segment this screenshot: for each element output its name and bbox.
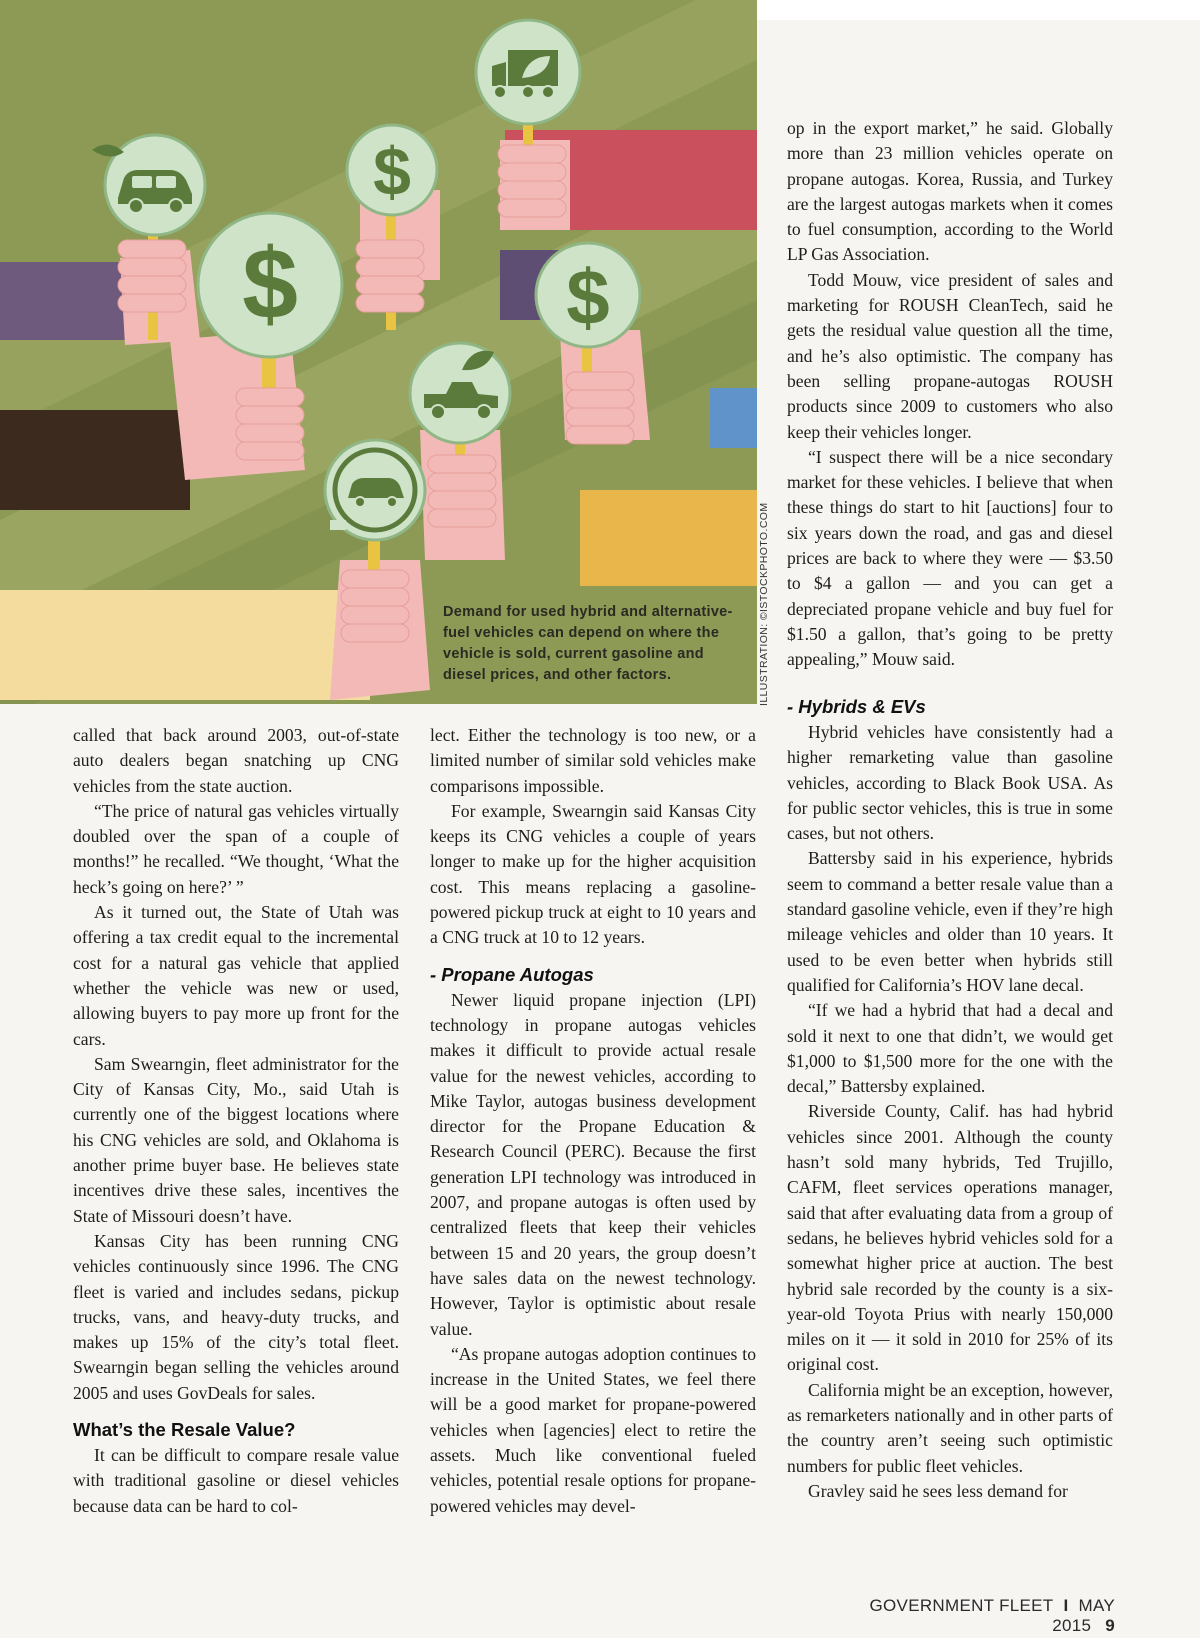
text-column-3-top bbox=[787, 116, 1113, 673]
svg-text:$: $ bbox=[242, 228, 298, 340]
body-paragraph: It can be difficult to compare resale value with traditional gasoline or diesel vehicles because data can be hard to col- bbox=[73, 1445, 399, 1516]
text-column-2 bbox=[430, 723, 756, 1519]
body-paragraph: “As propane autogas adoption continues to increase in the United States, we feel there will be a good market for propane-powered vehicles when [agencies] elect to retire the assets. Much like conventional fueled vehicles, potential resale options for propane-powered vehicles may devel- bbox=[430, 1343, 756, 1516]
page-footer bbox=[820, 1596, 1115, 1636]
text-column-3-bottom bbox=[787, 694, 1113, 1504]
eco-truck-icon bbox=[476, 20, 580, 124]
illustration-artwork bbox=[0, 0, 757, 704]
dollar-sign-icon bbox=[347, 125, 437, 215]
eco-pickup-icon bbox=[410, 343, 510, 443]
body-paragraph: As it turned out, the State of Utah was offering a tax credit equal to the incremental cost for a natural gas vehicle that applied whether the vehicle was new or used, allowing buyers to pay more up front for the cars. bbox=[73, 902, 399, 1049]
illustration bbox=[0, 0, 757, 704]
section-heading-hybrids-evs: - Hybrids & EVs bbox=[787, 696, 926, 717]
publication-name: GOVERNMENT FLEET bbox=[869, 1596, 1054, 1615]
body-paragraph: “I suspect there will be a nice secondary market for these vehicles. I believe that when these things do start to hit [auctions] four to six years down the road, and gas and diesel prices are back to where they were — $3.50 to $4 a gallon — and you can get a depreciated propane vehicle and buy fuel for $1.50 a gallon, that’s going to be pretty appealing,” Mouw said. bbox=[787, 446, 1113, 670]
illustration-credit: ILLUSTRATION: ©ISTOCKPHOTO.COM bbox=[758, 502, 770, 706]
body-paragraph: Todd Mouw, vice president of sales and marketing for ROUSH CleanTech, said he gets the residual value question all the time, and he’s also optimistic. The company has been selling propane-autogas ROUSH products since 2009 to customers who also keep their vehicles longer. bbox=[787, 269, 1113, 442]
issue-date: MAY 2015 bbox=[1052, 1596, 1115, 1635]
section-heading-resale-value: What’s the Resale Value? bbox=[73, 1419, 296, 1441]
body-paragraph: op in the export market,” he said. Globally more than 23 million vehicles operate on propane autogas. Korea, Russia, and Turkey are the largest autogas markets when it comes to fuel consumption, according to the World LP Gas Association. bbox=[787, 118, 1113, 265]
body-paragraph: “If we had a hybrid that had a decal and sold it next to one that didn’t, we would get $1,000 to $1,500 more for the one with the decal,” Battersby explained. bbox=[787, 1000, 1113, 1097]
dollar-sign-icon bbox=[198, 213, 342, 357]
svg-text:$: $ bbox=[566, 253, 610, 341]
dollar-sign-icon bbox=[536, 243, 640, 347]
body-paragraph: Battersby said in his experience, hybrids seem to command a better resale value than a standard gasoline vehicle, even if they’re high mileage vehicles and older than 10 years. It used to be even better when hybrids still qualified for California’s HOV lane decal. bbox=[787, 848, 1113, 995]
body-paragraph: California might be an exception, however, as remarketers nationally and in other parts of the country aren’t seeing such optimistic numbers for public fleet vehicles. bbox=[787, 1379, 1113, 1476]
body-paragraph: Kansas City has been running CNG vehicles continuously since 1996. The CNG fleet is varied and includes sedans, pickup trucks, vans, and heavy-duty trucks, and makes up 15% of the city’s total fleet. Swearngin began selling the vehicles around 2005 and uses GovDeals for sales. bbox=[73, 1230, 399, 1403]
body-paragraph: For example, Swearngin said Kansas City keeps its CNG vehicles a couple of years longer to make up for the higher acquisition cost. This means replacing a gasoline-powered pickup truck at eight to 10 years and a CNG truck at 10 to 12 years. bbox=[430, 800, 756, 948]
body-paragraph: Riverside County, Calif. has had hybrid vehicles since 2001. Although the county hasn’t sold many hybrids, Ted Trujillo, CAFM, fleet services operations manager, said that after evaluating data from a group of sedans, he believes hybrid vehicles sold for a somewhat higher price at auction. The best hybrid sale recorded by the county is a six-year-old Toyota Prius with nearly 150,000 miles on it — it sold in 2010 for 25% of its original cost. bbox=[787, 1101, 1113, 1375]
electric-car-icon bbox=[325, 440, 425, 540]
body-paragraph: Newer liquid propane injection (LPI) technology in propane autogas vehicles makes it difficult to provide actual resale value for the newest vehicles, according to Mike Taylor, autogas business development director for the Propane Education & Research Council (PERC). Because the first generation LPI technology was introduced in 2007, and propane autogas is often used by centralized fleets that keep their vehicles between 15 and 20 years, the group doesn’t have sales data on the newest technology. However, Taylor is optimistic about resale value. bbox=[430, 989, 756, 1339]
body-paragraph: lect. Either the technology is too new, or a limited number of similar sold vehicles make comparisons impossible. bbox=[430, 725, 756, 796]
body-paragraph: Hybrid vehicles have consistently had a higher remarketing value than gasoline vehicles, according to Black Book USA. As for public sector vehicles, this is true in some cases, but not others. bbox=[787, 722, 1113, 844]
body-paragraph: “The price of natural gas vehicles virtually doubled over the span of a couple of months!” he recalled. “We thought, ‘What the heck’s going on here?’ ” bbox=[73, 800, 399, 897]
footer-separator: I bbox=[1063, 1596, 1069, 1615]
section-heading-propane-autogas: - Propane Autogas bbox=[430, 963, 594, 985]
text-column-1 bbox=[73, 723, 399, 1519]
body-paragraph: Sam Swearngin, fleet administrator for the City of Kansas City, Mo., said Utah is currently one of the biggest locations where his CNG vehicles are sold, and Oklahoma is another prime buyer base. He believes state incentives drive these sales, incentives the State of Missouri doesn’t have. bbox=[73, 1053, 399, 1226]
svg-text:$: $ bbox=[373, 134, 411, 210]
body-paragraph: Gravley said he sees less demand for bbox=[808, 1480, 1068, 1501]
body-paragraph: called that back around 2003, out-of-state auto dealers began snatching up CNG vehicles from the state auction. bbox=[73, 725, 399, 796]
page-number: 9 bbox=[1105, 1616, 1115, 1635]
illustration-caption: Demand for used hybrid and alternative-fuel vehicles can depend on where the vehicle is sold, current gasoline and diesel prices, and other factors. bbox=[443, 604, 733, 683]
